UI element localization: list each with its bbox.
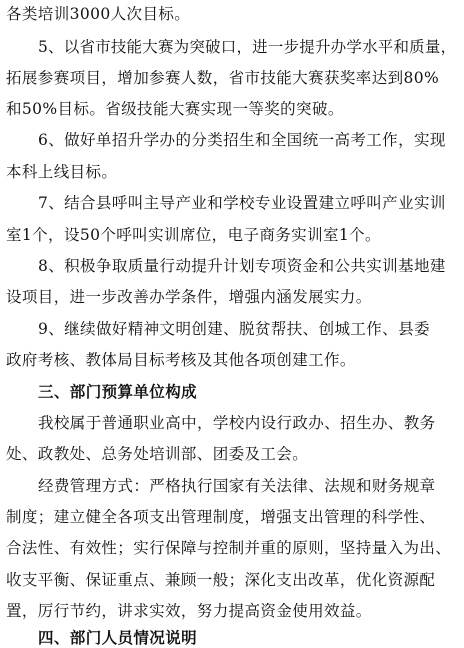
text-line: 5、以省市技能大赛为突破口，进一步提升办学水平和质量， [38,38,457,56]
text-line: 9、继续做好精神文明创建、脱贫帮扶、创城工作、县委 [38,320,430,338]
text-line: 6、做好单招升学办的分类招生和全国统一高考工作，实现 [38,131,446,149]
text-line: 7、结合县呼叫主导产业和学校专业设置建立呼叫产业实训 [38,194,446,212]
text-line: 收支平衡、保证重点、兼顾一般；深化支出改革，优化资源配 [6,571,436,589]
text-line: 处、政教处、总务处培训部、团委及工会。 [6,445,309,463]
text-line: 设项目，进一步改善办学条件，增强内涵发展实力。 [6,288,372,306]
text-line: 各类培训3000人次目标。 [6,5,191,23]
text-line: 政府考核、教体局目标考核及其他各项创建工作。 [6,351,356,369]
section-heading: 三、部门预算单位构成 [38,383,198,401]
text-line: 和50%目标。省级技能大赛实现一等奖的突破。 [6,100,344,118]
text-line: 制度；建立健全各项支出管理制度，增强支出管理的科学性、 [6,508,436,526]
text-line: 经费管理方式：严格执行国家有关法律、法规和财务规章 [38,477,436,495]
text-line: 本科上线目标。 [6,163,118,181]
text-line: 室1个，设50个呼叫实训席位，电子商务实训室1个。 [6,226,381,244]
section-heading: 四、部门人员情况说明 [38,629,198,647]
text-line: 拓展参赛项目，增加参赛人数，省市技能大赛获奖率达到80% [6,69,440,87]
text-line: 合法性、有效性；实行保障与控制并重的原则，坚持量入为出、 [6,539,452,557]
text-line: 置，厉行节约，讲求实效，努力提高资金使用效益。 [6,602,372,620]
text-line: 我校属于普通职业高中，学校内设行政办、招生办、教务 [38,414,436,432]
text-line: 8、积极争取质量行动提升计划专项资金和公共实训基地建 [38,257,446,275]
